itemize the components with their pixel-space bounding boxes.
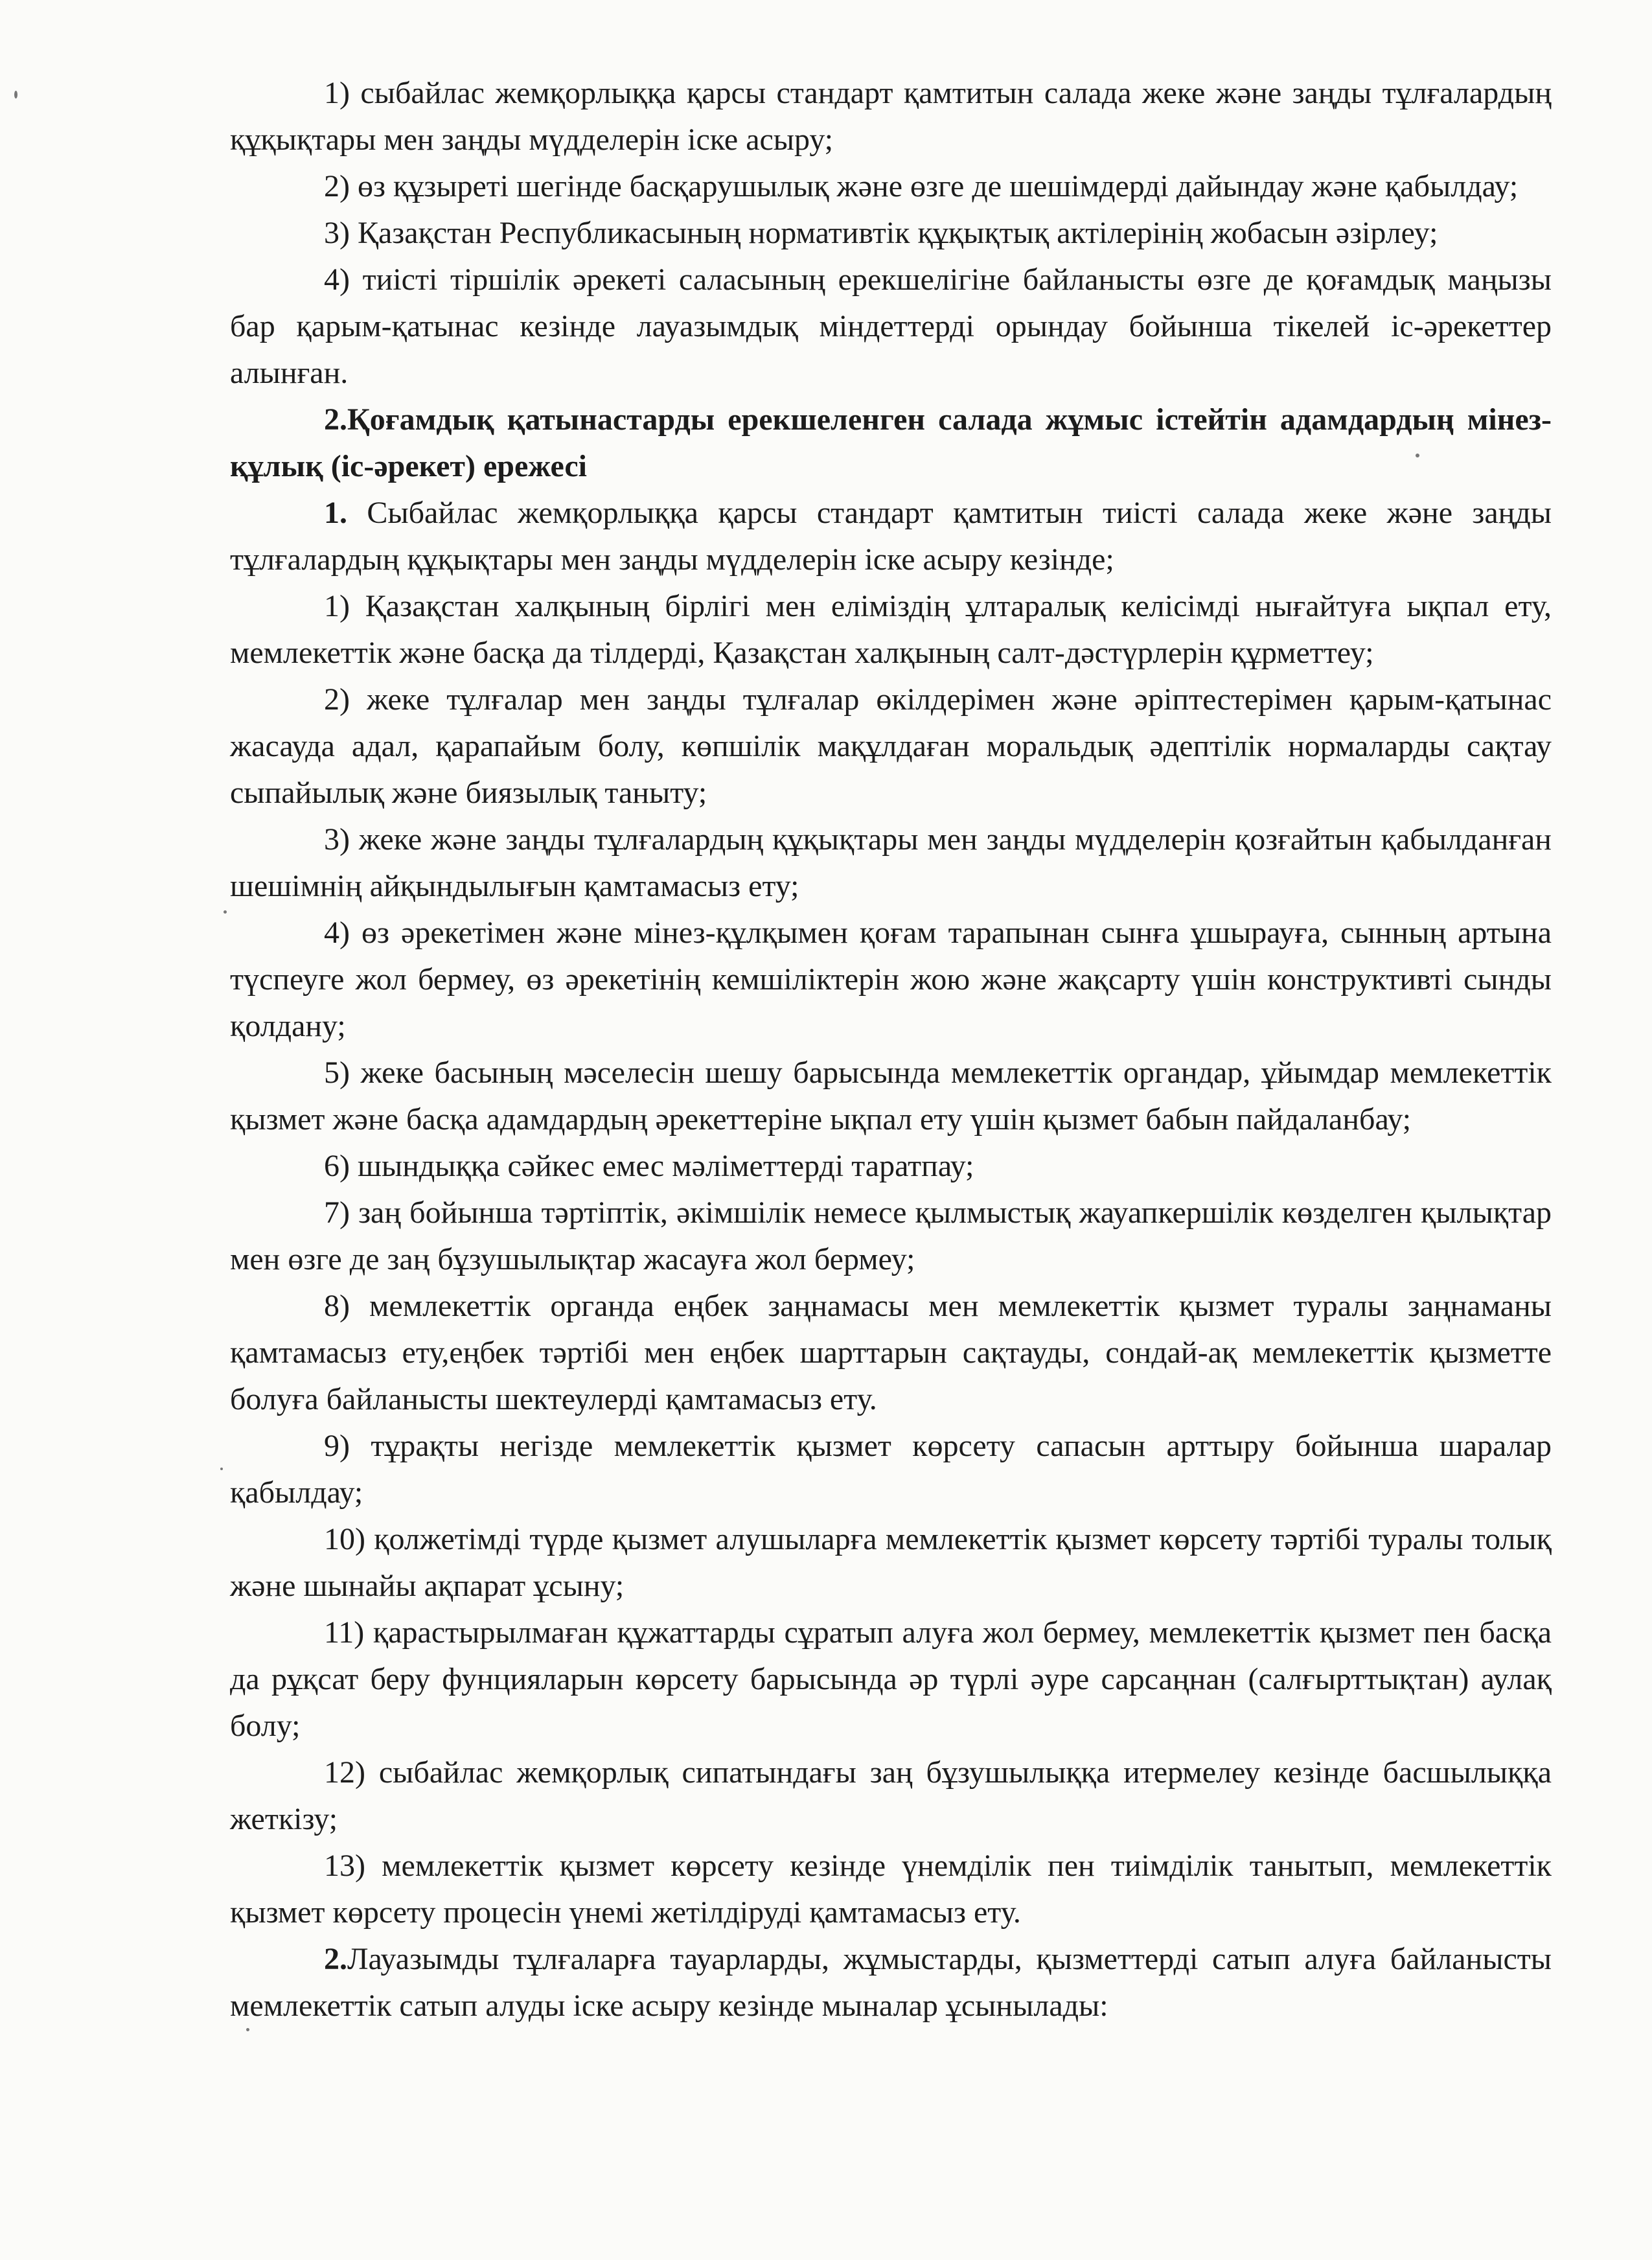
scan-speck: [1416, 454, 1419, 457]
list-item: 3) жеке және заңды тұлғалардың құқықтары мен заңды мүдделерін қозғайтын қабылданған шешімнің айқындылығын қамтамасыз ету;: [230, 822, 1552, 903]
paragraph-item-2: 2) өз құзыреті шегінде басқарушылық және өзге де шешімдерді дайындау және қабылдау;: [324, 169, 1519, 203]
point-1-text: Сыбайлас жемқорлыққа қарсы стандарт қамтитын тиісті салада жеке және заңды тұлғалардың құқықтары мен заңды мүдделерін іске асыру кезінде;: [230, 496, 1552, 577]
point-2-paragraph: [230, 1936, 1552, 2029]
scan-speck: [246, 2028, 249, 2031]
list-item: 2) жеке тұлғалар мен заңды тұлғалар өкілдерімен және әріптестерімен қарым-қатынас жасауда адал, қарапайым болу, көпшілік мақұлдаған моральдық әдептілік нормаларды сақтау сыпайылық және биязылық таныту;: [230, 682, 1552, 810]
list-item: 1) Қазақстан халқының бірлігі мен еліміздің ұлтаралық келісімді нығайтуға ықпал ету, мемлекеттік және басқа да тілдерді, Қазақстан халқының салт-дәстүрлерін құрметтеу;: [230, 589, 1552, 670]
list-item: 4) өз әрекетімен және мінез-құлқымен қоғам тарапынан сынға ұшырауға, сынның артына түспеуге жол бермеу, өз әрекетінің кемшіліктерін жою және жақсарту үшін конструктивті сынды қолдану;: [230, 916, 1552, 1043]
scan-speck: [220, 1468, 223, 1470]
point-1-number: 1.: [324, 496, 347, 530]
list-item: 8) мемлекеттік органда еңбек заңнамасы мен мемлекеттік қызмет туралы заңнаманы қамтамасыз ету,еңбек тәртібі мен еңбек шарттарын сақтауды, сондай-ақ мемлекеттік қызметте болуға байланысты шектеулерді қамтамасыз ету.: [230, 1289, 1552, 1416]
list-item: 11) қарастырылмаған құжаттарды сұратып алуға жол бермеу, мемлекеттік қызмет пен басқа да рұқсат беру фунцияларын көрсету барысында әр түрлі әуре сарсаңнан (салғырттықтан) аулақ болу;: [230, 1615, 1552, 1743]
paragraph-item-3: 3) Қазақстан Республикасының нормативтік құқықтық актілерінің жобасын әзірлеу;: [324, 216, 1438, 250]
scan-speck: [224, 910, 227, 914]
list-item: 9) тұрақты негізде мемлекеттік қызмет көрсету сапасын арттыру бойынша шаралар қабылдау;: [230, 1429, 1552, 1510]
paragraph-item-4: 4) тиісті тіршілік әрекеті саласының ерекшелігіне байланысты өзге де қоғамдық маңызы бар қарым-қатынас кезінде лауазымдық міндеттерді орындау бойынша тікелей іс-әрекеттер алынған.: [230, 262, 1552, 390]
point-1-paragraph: [230, 490, 1552, 583]
list-item: 5) жеке басының мәселесін шешу барысында мемлекеттік органдар, ұйымдар мемлекеттік қызмет және басқа адамдардың әрекеттеріне ықпал ету үшін қызмет бабын пайдаланбау;: [230, 1055, 1552, 1136]
list-item: 12) сыбайлас жемқорлық сипатындағы заң бұзушылыққа итермелеу кезінде басшылыққа жеткізу;: [230, 1755, 1552, 1836]
document-body: [230, 70, 1552, 2029]
point-2-text: Лауазымды тұлғаларға тауарларды, жұмыстарды, қызметтерді сатып алуға байланысты мемлекеттік сатып алуды іске асыру кезінде мыналар ұсынылады:: [230, 1942, 1552, 2023]
paragraph-item-1: 1) сыбайлас жемқорлыққа қарсы стандарт қамтитын салада жеке және заңды тұлғалардың құқықтары мен заңды мүдделерін іске асыру;: [230, 76, 1552, 157]
section-heading: 2.Қоғамдық қатынастарды ерекшеленген салада жұмыс істейтін адамдардың мінез-құлық (іс-әрекет) ережесі: [230, 402, 1552, 483]
list-item: 6) шындыққа сәйкес емес мәліметтерді таратпау;: [324, 1149, 974, 1183]
point-2-number: 2.: [324, 1942, 347, 1976]
list-item: 13) мемлекеттік қызмет көрсету кезінде үнемділік пен тиімділік танытып, мемлекеттік қызмет көрсету процесін үнемі жетілдіруді қамтамасыз ету.: [230, 1849, 1552, 1930]
list-item: 10) қолжетімді түрде қызмет алушыларға мемлекеттік қызмет көрсету тәртібі туралы толық және шынайы ақпарат ұсыну;: [230, 1522, 1552, 1603]
scan-speck: [14, 91, 17, 98]
list-item: 7) заң бойынша тәртіптік, әкімшілік немесе қылмыстық жауапкершілік көзделген қылықтар мен өзге де заң бұзушылықтар жасауға жол бермеу;: [230, 1195, 1552, 1276]
